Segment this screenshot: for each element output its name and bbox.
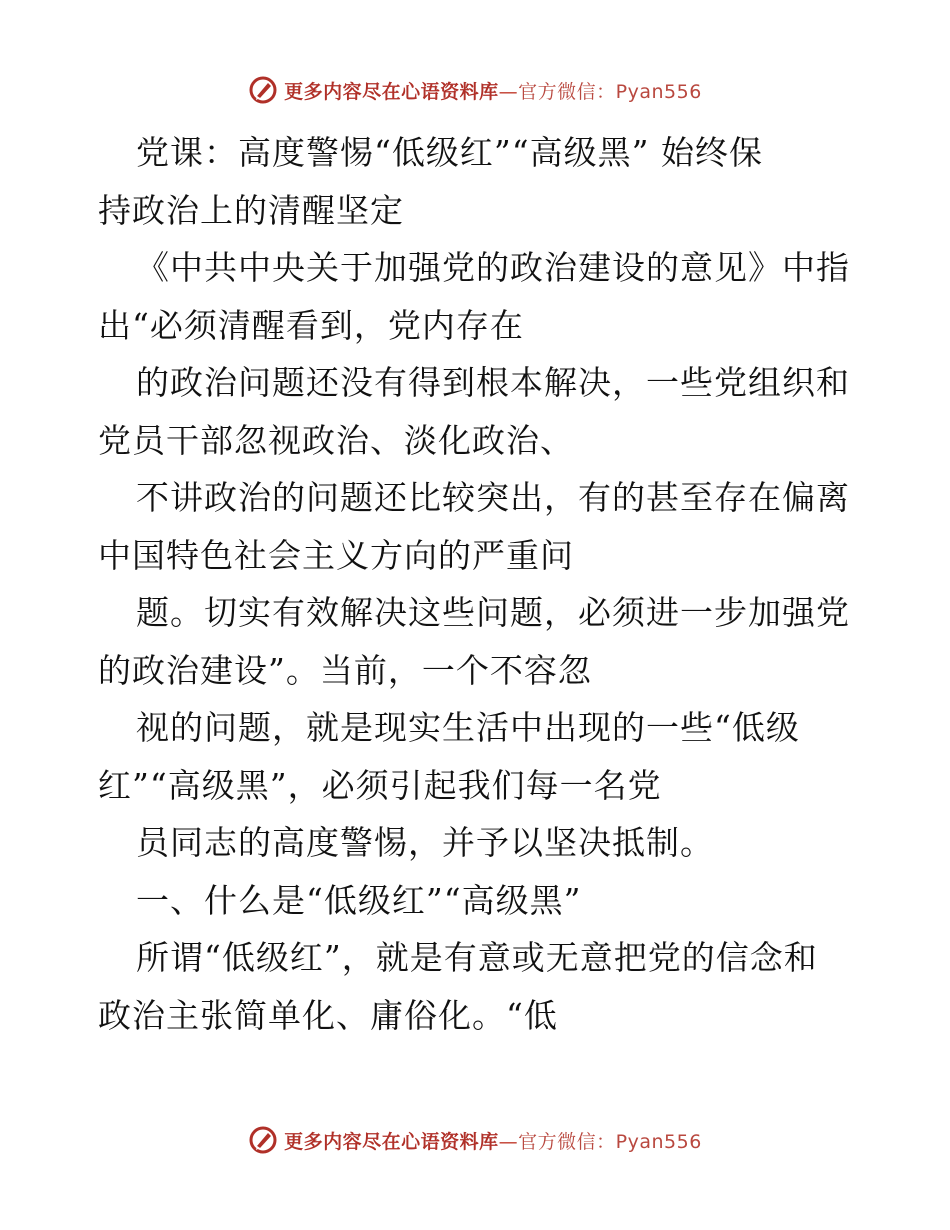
paragraph-line: 所谓“低级红”，就是有意或无意把党的信念和 <box>136 938 818 977</box>
paragraph-line: 党员干部忽视政治、淡化政治、 <box>98 420 574 460</box>
banner-brand: 更多内容尽在心语资料库 <box>284 1130 499 1153</box>
paragraph-line: 红”“高级黑”，必须引起我们每一名党 <box>98 765 662 805</box>
paragraph-line: 的政治建设”。当前，一个不容忽 <box>98 650 592 690</box>
pen-logo-icon <box>248 75 278 105</box>
paragraph-line: 的政治问题还没有得到根本解决，一些党组织和 <box>136 363 850 402</box>
paragraph-line: 政治主张简单化、庸俗化。“低 <box>98 995 558 1035</box>
pen-logo-icon <box>248 1125 278 1155</box>
banner-text <box>284 1127 702 1154</box>
paragraph-line: 不讲政治的问题还比较突出，有的甚至存在偏离 <box>136 478 850 517</box>
banner-text <box>284 77 702 104</box>
title-line-2: 持政治上的清醒坚定 <box>98 190 404 230</box>
paragraph-line: 出“必须清醒看到，党内存在 <box>98 305 524 345</box>
paragraph-line: 中国特色社会主义方向的严重问 <box>98 535 574 575</box>
banner-brand: 更多内容尽在心语资料库 <box>284 80 499 103</box>
banner-official: 官方微信：Pyan556 <box>518 80 702 103</box>
paragraph-line: 《中共中央关于加强党的政治建设的意见》中指 <box>136 248 850 287</box>
title-line-1: 党课：高度警惕“低级红”“高级黑” 始终保 <box>136 133 763 172</box>
paragraph-line: 题。切实有效解决这些问题，必须进一步加强党 <box>136 593 850 632</box>
footer-banner <box>0 1120 950 1160</box>
section-heading: 一、什么是“低级红”“高级黑” <box>136 880 582 920</box>
header-banner <box>0 70 950 110</box>
banner-separator: — <box>498 1130 519 1153</box>
banner-separator: — <box>498 80 519 103</box>
document-body <box>98 124 858 1044</box>
paragraph-line: 员同志的高度警惕，并予以坚决抵制。 <box>136 823 714 862</box>
banner-official: 官方微信：Pyan556 <box>518 1130 702 1153</box>
paragraph-line: 视的问题，就是现实生活中出现的一些“低级 <box>136 708 800 747</box>
